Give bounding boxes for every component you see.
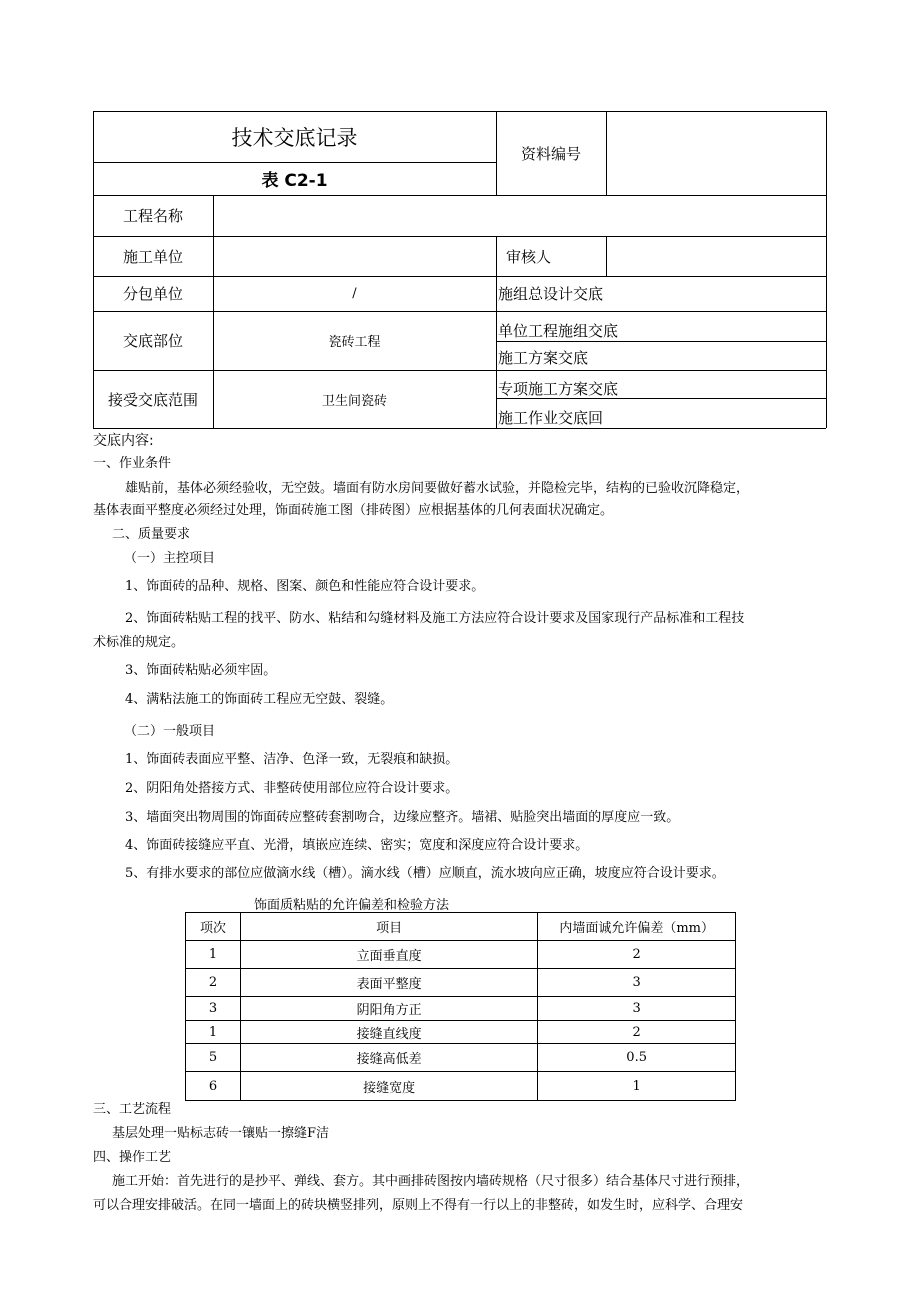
table-row: [186, 997, 736, 1021]
briefing-type-item: 专项施工方案交底: [498, 379, 619, 398]
paragraph-line: 施工开始：首先进行的是抄平、弹线、套方。其中画排砖图按内墙砖规格（尺寸很多）结合基体尺寸进行预排，: [112, 1174, 750, 1189]
list-item: 2、饰面砖粘贴工程的找平、防水、粘结和勾缝材料及施工方法应符合设计要求及国家现行产品标准和工程技: [125, 611, 745, 626]
table-cell: 3: [186, 997, 241, 1021]
section-title: 四、操作工艺: [93, 1150, 172, 1165]
list-item: 4、饰面砖接缝应平直、光滑，填嵌应连续、密实；宽度和深度应符合设计要求。: [125, 838, 589, 853]
briefing-scope-field[interactable]: 卫生间瓷砖: [321, 393, 387, 409]
briefing-part-field[interactable]: 瓷砖工程: [328, 335, 381, 350]
table-cell: 立面垂直度: [240, 941, 537, 969]
table-row: [186, 1044, 736, 1072]
briefing-type-item: 单位工程施组交底: [498, 321, 619, 340]
list-item: 术标准的规定。: [93, 635, 185, 650]
contractor-label: 施工单位: [122, 247, 183, 266]
table-cell: 阴阳角方正: [240, 997, 537, 1021]
reviewer-label: 审核人: [506, 247, 552, 266]
paragraph-line: 雄贴前，基体必须经验收，无空鼓。墙面有防水房间要做好蓄水试验，并隐检完毕，结构的已验收沉降稳定，: [125, 481, 750, 496]
subcontractor-label: 分包单位: [122, 285, 183, 303]
table-cell: 2: [186, 969, 241, 997]
list-item: 3、墙面突出物周围的饰面砖应整砖套割吻合，边缘应整齐。墙裙、贴脸突出墙面的厚度应一致。: [125, 810, 680, 825]
ref-no-label: 资料编号: [520, 144, 581, 163]
table-cell: 2: [538, 941, 736, 969]
table-cell: 0.5: [538, 1044, 736, 1072]
project-name-field[interactable]: [213, 195, 826, 236]
form-title: 技术交底记录: [231, 125, 358, 150]
table-row: [186, 1021, 736, 1044]
list-item: 1、饰面砖表面应平整、洁净、色泽一致，无裂痕和缺损。: [125, 752, 459, 767]
table-row: [186, 1072, 736, 1101]
table-cell: 接缝直线度: [240, 1021, 537, 1044]
table-cell: 1: [186, 941, 241, 969]
contractor-field[interactable]: [213, 236, 496, 276]
deviation-table: [185, 912, 736, 1101]
project-name-label: 工程名称: [122, 207, 183, 225]
content-heading: 交底内容:: [93, 433, 154, 449]
subcontractor-field[interactable]: /: [352, 286, 357, 301]
list-item: 3、饰面砖粘贴必须牢固。: [125, 663, 277, 678]
briefing-part-label: 交底部位: [122, 332, 183, 350]
paragraph-line: 可以合理安排破活。在同一墙面上的砖块横竖排列，原则上不得有一行以上的非整砖，如发生时，应科学、合理安: [93, 1198, 744, 1213]
table-row: [186, 941, 736, 969]
list-item: 1、饰面砖的品种、规格、图案、颜色和性能应符合设计要求。: [125, 579, 485, 594]
table-cell: 3: [538, 969, 736, 997]
table-cell: 5: [186, 1044, 241, 1072]
list-item: 2、阴阳角处搭接方式、非整砖使用部位应符合设计要求。: [125, 781, 459, 796]
process-flow: 基层处理一贴标志砖一镶贴一擦缝F洁: [112, 1126, 330, 1141]
form-number: 表 C2-1: [261, 171, 328, 191]
table-cell: 接缝宽度: [240, 1072, 537, 1101]
section-title: 一、作业条件: [93, 456, 172, 471]
column-header: 项次: [186, 913, 241, 941]
reviewer-field[interactable]: [606, 236, 826, 276]
table-cell: 3: [538, 997, 736, 1021]
list-item: 4、满粘法施工的饰面砖工程应无空鼓、裂缝。: [125, 692, 394, 707]
ref-no-field[interactable]: [606, 111, 826, 195]
briefing-scope-label: 接受交底范围: [107, 390, 198, 409]
table-cell: 接缝高低差: [240, 1044, 537, 1072]
table-line: [93, 428, 826, 429]
briefing-type-item: 施工作业交底回: [498, 408, 604, 427]
table-row: [186, 969, 736, 997]
column-header: 项目: [240, 913, 537, 941]
section-title: 二、质量要求: [112, 527, 191, 542]
table-cell: 表面平整度: [240, 969, 537, 997]
table-caption: 饰面质粘贴的允许偏差和检验方法: [254, 898, 450, 913]
briefing-type-item: 施工方案交底: [498, 348, 589, 367]
briefing-type-item: 施组总设计交底: [498, 285, 604, 303]
subsection-title: （二）一般项目: [124, 724, 216, 739]
table-cell: 2: [538, 1021, 736, 1044]
table-header-row: [186, 913, 736, 941]
section-title: 三、工艺流程: [93, 1102, 172, 1117]
table-cell: 6: [186, 1072, 241, 1101]
column-header: 内墙面诚允许偏差（mm）: [538, 913, 736, 941]
list-item: 5、有排水要求的部位应做滴水线（槽）。滴水线（槽）应顺直，流水坡向应正确，坡度应符合设计要求。: [125, 866, 725, 881]
table-cell: 1: [186, 1021, 241, 1044]
table-cell: 1: [538, 1072, 736, 1101]
paragraph-line: 基体表面平整度必须经过处理，饰面砖施工图（排砖图）应根据基体的几何表面状况确定。: [93, 503, 614, 518]
table-line: [826, 111, 827, 428]
subsection-title: （一）主控项目: [124, 551, 216, 566]
